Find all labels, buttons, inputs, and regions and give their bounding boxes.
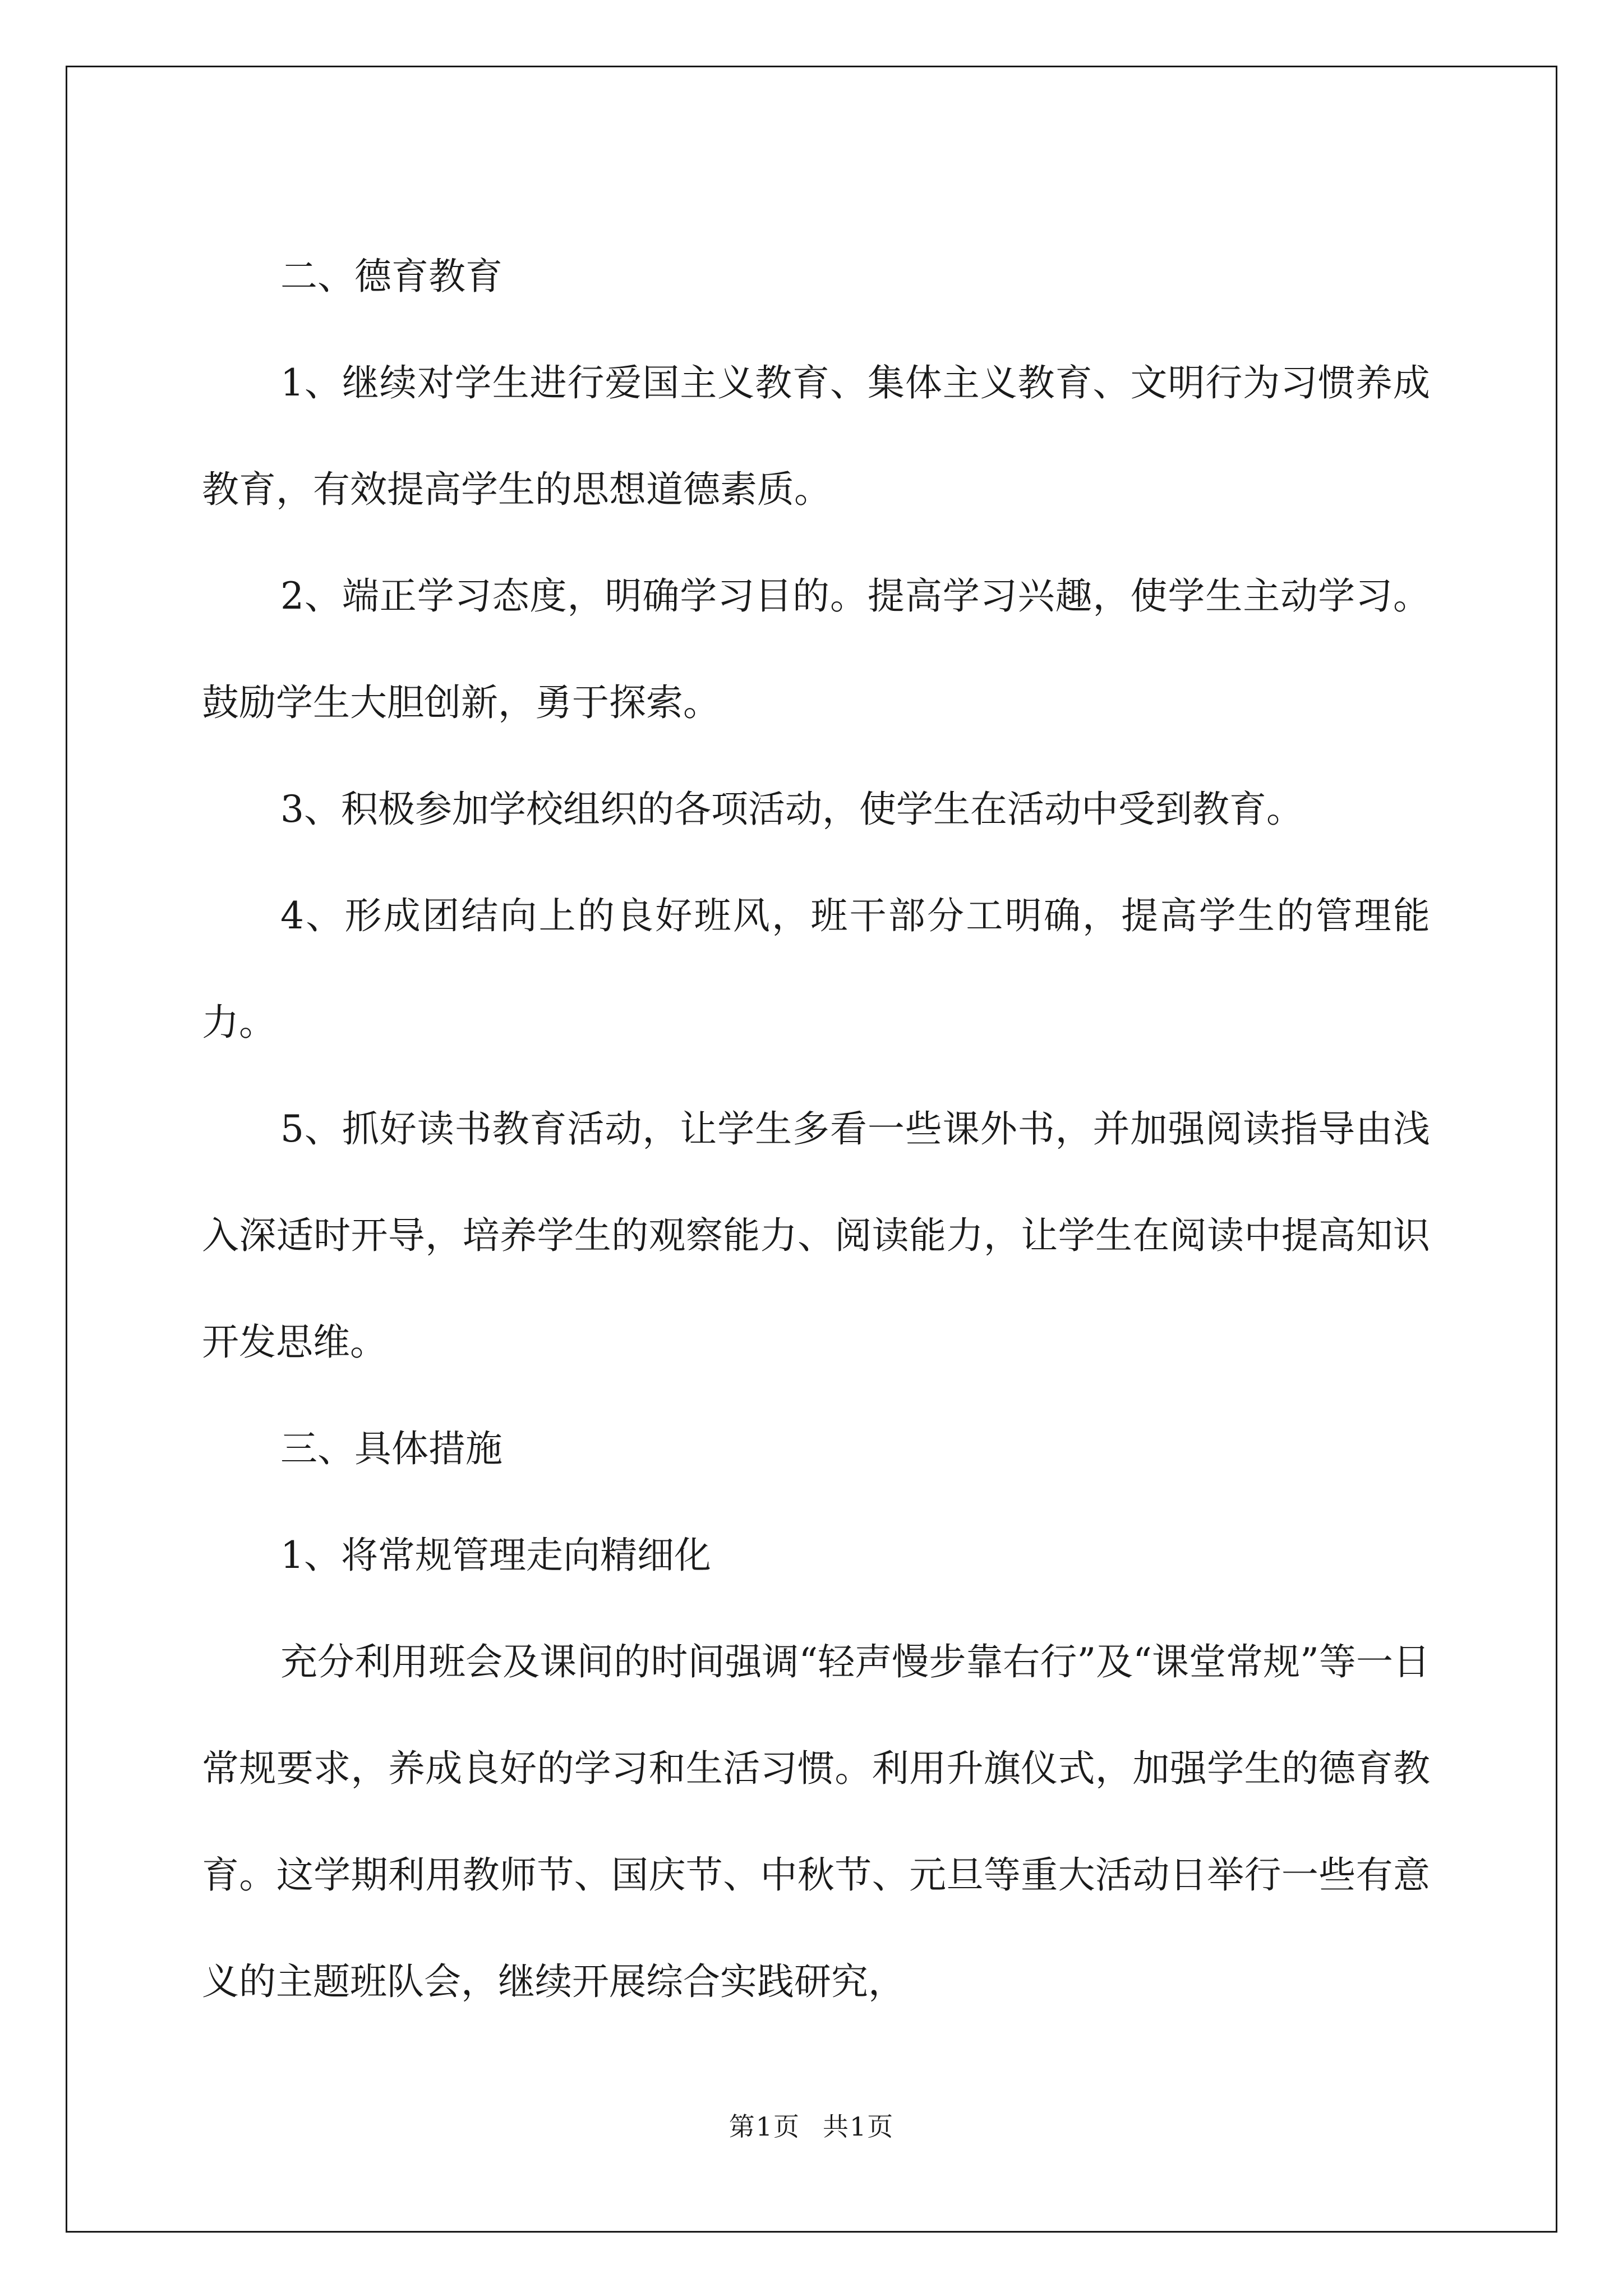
section-heading-measures: 三、具体措施 bbox=[280, 1427, 502, 1470]
paragraph-item-4: 4、形成团结向上的良好班风，班干部分工明确，提高学生的管理能力。 bbox=[202, 894, 1430, 1044]
page-number-current: 第1页 bbox=[728, 2111, 800, 2142]
paragraph-item-5: 5、抓好读书教育活动，让学生多看一些课外书，并加强阅读指导由浅入深适时开导，培养学生的观察能力、阅读能力，让学生在阅读中提高知识开发思维。 bbox=[202, 1107, 1430, 1364]
paragraph-item-2: 2、端正学习态度，明确学习目的。提高学习兴趣，使学生主动学习。鼓励学生大胆创新，勇于探索。 bbox=[202, 574, 1430, 724]
page-number-total: 共1页 bbox=[823, 2111, 895, 2142]
paragraph-item-3: 3、积极参加学校组织的各项活动，使学生在活动中受到教育。 bbox=[280, 788, 1303, 831]
paragraph-routine-details: 充分利用班会及课间的时间强调“轻声慢步靠右行”及“课堂常规”等一日常规要求，养成良好的学习和生活习惯。利用升旗仪式，加强学生的德育教育。这学期利用教师节、国庆节、中秋节、元旦等重大活动日举行一些有意义的主题班队会，继续开展综合实践研究， bbox=[202, 1640, 1430, 2003]
page-footer bbox=[0, 2106, 1623, 2143]
paragraph-item-1: 1、继续对学生进行爱国主义教育、集体主义教育、文明行为习惯养成教育，有效提高学生的思想道德素质。 bbox=[202, 361, 1430, 511]
section-heading-moral-education: 二、德育教育 bbox=[280, 255, 502, 298]
document-body bbox=[202, 223, 1430, 2035]
subheading-routine-management: 1、将常规管理走向精细化 bbox=[280, 1534, 711, 1577]
